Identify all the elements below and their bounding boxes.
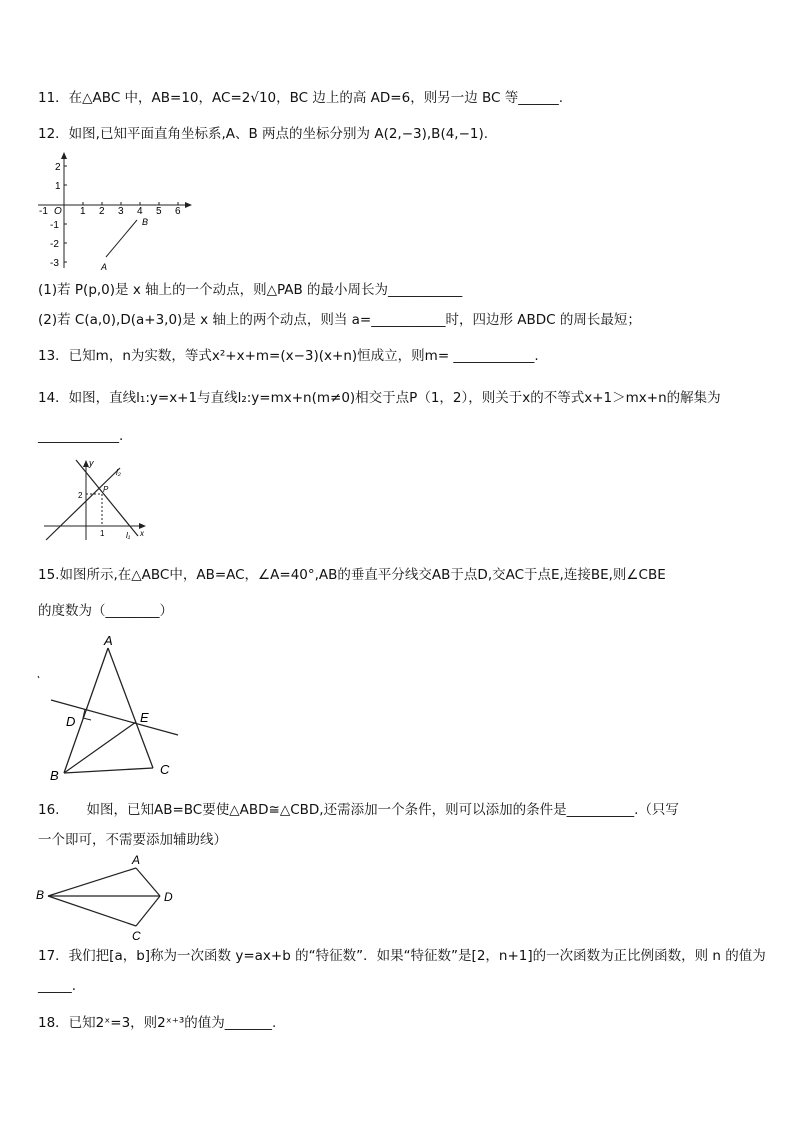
- question-12-part-1-text: (1)若 P(p,0)是 x 轴上的一个动点，则△PAB 的最小周长为___________: [38, 282, 463, 298]
- question-16-text: 16. 如图，已知AB=BC要使△ABD≅△CBD,还需添加一个条件，则可以添加的条件是__________.（只写: [38, 802, 679, 818]
- q15-label-d: D: [66, 714, 76, 729]
- q14-l2-label: l₂: [116, 468, 121, 477]
- q12-tick-y-2: 2: [55, 162, 61, 173]
- q14-lines-figure: [40, 456, 152, 542]
- q12-tick-y-neg3: -3: [50, 258, 59, 269]
- question-12: [38, 124, 756, 144]
- question-13: [38, 346, 756, 366]
- question-16: [38, 800, 756, 820]
- q16-label-c: C: [132, 929, 141, 943]
- q15-label-a: A: [104, 633, 113, 648]
- q14-x-axis-label: x: [140, 529, 144, 538]
- q12-tick-x-6: 6: [175, 206, 181, 217]
- question-12-part-1: [38, 280, 756, 300]
- q12-tick-x-4: 4: [137, 206, 143, 217]
- q14-x-1-label: 1: [100, 529, 105, 538]
- q15-label-b: B: [50, 768, 59, 783]
- q12-point-a-label: A: [101, 262, 108, 272]
- question-14-blank: ____________.: [38, 428, 124, 444]
- q16-label-a: A: [132, 853, 141, 867]
- q14-l1-label: l₁: [126, 531, 131, 540]
- q14-y-2-label: 2: [78, 491, 83, 500]
- q12-tick-x-neg1: -1: [39, 206, 48, 217]
- question-15-text-2: 的度数为（________）: [38, 603, 173, 619]
- q12-tick-x-3: 3: [118, 206, 124, 217]
- q14-y-axis-label: y: [89, 458, 94, 468]
- question-16-line-2: [38, 830, 756, 850]
- q14-point-p-label: P: [103, 485, 109, 494]
- q12-tick-y-neg1: -1: [50, 220, 59, 231]
- question-17-text-2: _____.: [38, 978, 77, 994]
- q16-label-d: D: [164, 890, 173, 904]
- question-14-answer-line: [38, 426, 756, 446]
- question-12-part-2-text: (2)若 C(a,0),D(a+3,0)是 x 轴上的两个动点，则当 a=___________时，四边形 ABDC 的周长最短；: [38, 312, 641, 328]
- question-12-part-2: [38, 310, 756, 330]
- q15-triangle-figure: [36, 630, 186, 786]
- q15-label-c: C: [160, 762, 170, 777]
- q12-point-b-label: B: [142, 217, 149, 227]
- q15-label-e: E: [140, 710, 149, 725]
- question-18-text: 18．已知2ˣ=3，则2ˣ⁺³的值为_______.: [38, 1015, 277, 1031]
- q12-tick-y-neg2: -2: [50, 239, 59, 250]
- question-17: [38, 946, 766, 966]
- q16-kite-figure: [34, 852, 184, 944]
- q16-label-b: B: [36, 888, 45, 902]
- question-16-text-2: 一个即可，不需要添加辅助线）: [38, 832, 227, 848]
- q12-tick-y-1: 1: [55, 181, 61, 192]
- question-17-text: 17．我们把[a，b]称为一次函数 y=ax+b 的“特征数”．如果“特征数”是[2，n+1]的一次函数为正比例函数，则 n 的值为: [38, 948, 766, 964]
- q12-coordinate-figure: [34, 150, 196, 274]
- question-15: [38, 565, 756, 585]
- q12-tick-x-2: 2: [99, 206, 105, 217]
- question-11-text: 11．在△ABC 中，AB=10，AC=2√10，BC 边上的高 AD=6，则另一边 BC 等______.: [38, 90, 564, 106]
- question-13-text: 13．已知m，n为实数，等式x²+x+m=(x−3)(x+n)恒成立，则m= ____________.: [38, 348, 539, 364]
- question-18: [38, 1013, 756, 1033]
- q12-origin-label: O: [54, 206, 62, 217]
- question-11: [38, 88, 756, 108]
- question-14-text: 14．如图，直线l₁:y=x+1与直线l₂:y=mx+n(m≠0)相交于点P（1，2），则关于x的不等式x+1＞mx+n的解集为: [38, 390, 721, 406]
- question-12-text: 12．如图,已知平面直角坐标系,A、B 两点的坐标分别为 A(2,−3),B(4,−1).: [38, 126, 489, 142]
- question-15-line-2: [38, 601, 756, 621]
- q12-tick-x-1: 1: [80, 206, 86, 217]
- question-14: [38, 388, 756, 408]
- question-15-text: 15.如图所示,在△ABC中，AB=AC，∠A=40°,AB的垂直平分线交AB于点D,交AC于点E,连接BE,则∠CBE: [38, 567, 666, 583]
- q12-tick-x-5: 5: [156, 206, 162, 217]
- question-17-line-2: [38, 976, 756, 996]
